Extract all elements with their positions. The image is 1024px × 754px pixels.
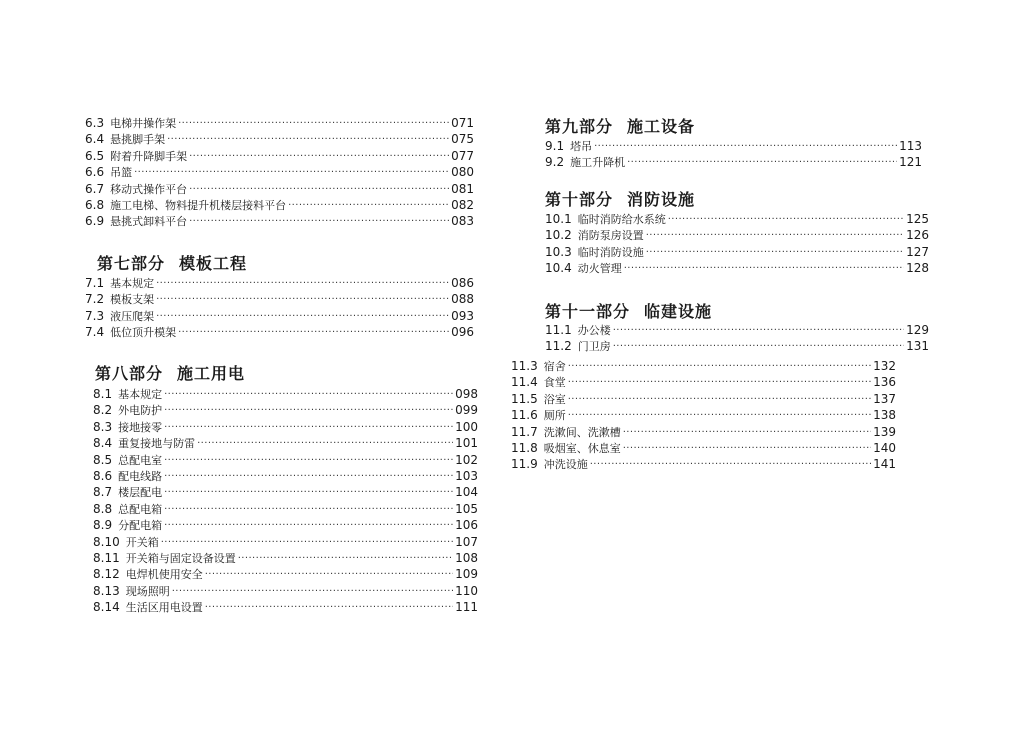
toc-entry[interactable]	[93, 419, 478, 435]
toc-entry[interactable]	[545, 227, 929, 243]
toc-entry-number: 6.7	[85, 181, 105, 196]
toc-entry-page-number: 129	[906, 323, 929, 337]
toc-entry[interactable]	[511, 407, 896, 423]
toc-entry[interactable]	[545, 138, 922, 154]
toc-entry[interactable]	[93, 534, 478, 550]
toc-entry-number: 8.2	[93, 403, 113, 418]
toc-entry[interactable]	[93, 452, 478, 468]
dot-leader	[164, 485, 453, 501]
dot-leader	[568, 408, 871, 424]
dot-leader	[178, 325, 449, 341]
toc-entry[interactable]	[511, 374, 896, 390]
toc-entry[interactable]	[85, 131, 474, 147]
toc-entry-page-number: 088	[451, 292, 474, 307]
dot-leader	[189, 149, 449, 165]
toc-entry[interactable]	[85, 213, 474, 229]
toc-entry-page-number: 098	[455, 387, 478, 401]
toc-entry-number: 7.4	[85, 325, 105, 340]
toc-entry-title: 总配电箱	[118, 502, 163, 516]
toc-entry-title: 电焊机使用安全	[125, 568, 203, 582]
toc-entry-page-number: 105	[455, 501, 478, 516]
dot-leader	[156, 292, 449, 308]
toc-entry-page-number: 110	[455, 583, 478, 598]
toc-entry[interactable]	[85, 197, 474, 213]
section-title-part-label: 第十一部分	[545, 302, 631, 321]
toc-entry-number: 8.7	[93, 485, 113, 500]
toc-entry-title: 临时消防设施	[577, 245, 644, 259]
toc-entry[interactable]	[93, 599, 478, 615]
toc-entry-number: 10.1	[545, 212, 572, 226]
section-title-part-label: 第七部分	[97, 254, 166, 273]
toc-entry-title: 开关箱与固定设备设置	[125, 551, 236, 565]
dot-leader	[189, 182, 449, 198]
toc-entry-page-number: 126	[906, 228, 929, 243]
section-title-part-11	[545, 302, 925, 322]
toc-part-11	[545, 302, 925, 322]
toc-entry[interactable]	[545, 338, 929, 354]
toc-entry-number: 8.3	[93, 419, 113, 434]
section-title-part-label: 第九部分	[545, 117, 614, 136]
toc-entry-number: 9.1	[545, 139, 565, 153]
toc-entry-number: 11.6	[511, 408, 538, 423]
toc-entry-title: 分配电箱	[118, 519, 163, 533]
toc-entry-number: 11.2	[545, 339, 572, 354]
toc-part-10-rows	[545, 211, 929, 277]
toc-entry-page-number: 102	[455, 452, 478, 467]
toc-entry[interactable]	[85, 291, 474, 307]
dot-leader	[613, 339, 904, 355]
dot-leader	[156, 309, 449, 325]
toc-part-9	[545, 117, 925, 137]
toc-entry-title: 门卫房	[577, 340, 611, 354]
dot-leader	[568, 375, 871, 391]
toc-entry-title: 厕所	[543, 409, 566, 423]
toc-entry[interactable]	[93, 386, 478, 402]
toc-part-8	[95, 364, 475, 384]
toc-entry-page-number: 128	[906, 261, 929, 276]
toc-entry-title: 楼层配电	[118, 486, 163, 500]
toc-part-7-rows	[85, 275, 474, 341]
toc-entry[interactable]	[93, 583, 478, 599]
toc-entry[interactable]	[85, 308, 474, 324]
toc-entry-number: 6.3	[85, 116, 105, 130]
toc-entry[interactable]	[545, 154, 922, 170]
toc-entry-number: 6.4	[85, 132, 105, 147]
toc-entry-page-number: 113	[899, 139, 922, 153]
toc-entry-number: 8.11	[93, 550, 120, 565]
toc-entry-title: 接地接零	[118, 420, 163, 434]
toc-entry-number: 6.5	[85, 148, 105, 163]
toc-entry-number: 8.9	[93, 518, 113, 533]
toc-entry-title: 移动式操作平台	[110, 182, 188, 196]
toc-entry[interactable]	[545, 260, 929, 276]
toc-entry-page-number: 136	[873, 375, 896, 390]
toc-entry[interactable]	[85, 148, 474, 164]
toc-entry[interactable]	[93, 435, 478, 451]
dot-leader	[167, 132, 449, 148]
toc-entry-page-number: 086	[451, 276, 474, 290]
dot-leader	[164, 502, 453, 518]
toc-entry-title: 悬挑脚手架	[110, 133, 166, 147]
section-title-part-name: 临建设施	[644, 302, 713, 321]
toc-entry-page-number: 140	[873, 440, 896, 455]
toc-entry-title: 开关箱	[125, 535, 159, 549]
toc-entry-page-number: 096	[451, 325, 474, 340]
toc-entry-number: 6.6	[85, 165, 105, 180]
toc-entry-page-number: 132	[873, 359, 896, 373]
section-title-part-label: 第十部分	[545, 190, 614, 209]
toc-entry[interactable]	[85, 181, 474, 197]
toc-entry[interactable]	[511, 358, 896, 374]
toc-entry-number: 8.8	[93, 501, 113, 516]
dot-leader	[624, 261, 904, 277]
dot-leader	[668, 212, 904, 228]
toc-entry[interactable]	[545, 322, 929, 338]
dot-leader	[134, 165, 449, 181]
toc-part-10	[545, 190, 925, 210]
toc-entry-title: 悬挑式卸料平台	[110, 215, 188, 229]
toc-entry-number: 6.9	[85, 214, 105, 229]
toc-entry[interactable]	[93, 517, 478, 533]
toc-entry-page-number: 103	[455, 468, 478, 483]
toc-entry-title: 食堂	[543, 376, 566, 390]
toc-entry[interactable]	[545, 244, 929, 260]
toc-entry-title: 基本规定	[110, 277, 155, 290]
toc-entry[interactable]	[93, 402, 478, 418]
dot-leader	[238, 551, 453, 567]
toc-entry-title: 低位顶升模架	[110, 326, 177, 340]
toc-entry-number: 8.1	[93, 387, 113, 401]
toc-entry-number: 10.4	[545, 261, 572, 276]
toc-entry-page-number: 121	[899, 155, 922, 170]
toc-entry-page-number: 137	[873, 391, 896, 406]
dot-leader	[646, 245, 904, 261]
toc-entry-number: 11.5	[511, 391, 538, 406]
toc-entry-page-number: 141	[873, 457, 896, 472]
toc-part-11-rows-b	[511, 358, 896, 473]
toc-entry[interactable]	[511, 440, 896, 456]
toc-entry-number: 11.3	[511, 359, 538, 373]
toc-entry-title: 施工升降机	[570, 156, 626, 170]
toc-entry-number: 7.3	[85, 308, 105, 323]
section-title-part-8	[95, 364, 475, 384]
toc-part-8-rows	[93, 386, 478, 615]
toc-entry-page-number: 138	[873, 408, 896, 423]
toc-entry-page-number: 071	[451, 116, 474, 130]
toc-entry-title: 办公楼	[577, 324, 611, 337]
toc-entry-number: 11.9	[511, 457, 538, 472]
toc-entry-number: 7.2	[85, 292, 105, 307]
dot-leader	[623, 441, 871, 457]
section-title-part-9	[545, 117, 925, 137]
toc-entry-title: 外电防护	[118, 404, 163, 418]
toc-entry-page-number: 080	[451, 165, 474, 180]
toc-part-7	[97, 254, 477, 274]
toc-entry-title: 塔吊	[570, 140, 593, 153]
toc-entry-page-number: 083	[451, 214, 474, 229]
toc-entry[interactable]	[93, 484, 478, 500]
toc-entry-title: 液压爬架	[110, 309, 155, 323]
dot-leader	[164, 518, 453, 534]
toc-entry[interactable]	[93, 468, 478, 484]
dot-leader	[646, 228, 904, 244]
toc-entry-number: 8.4	[93, 436, 113, 451]
toc-entry[interactable]	[85, 164, 474, 180]
toc-entry-title: 配电线路	[118, 469, 163, 483]
section-title-part-name: 模板工程	[179, 254, 248, 273]
dot-leader	[205, 600, 453, 616]
dot-leader	[197, 436, 453, 452]
section-title-part-label: 第八部分	[95, 364, 164, 383]
toc-part-11-rows-a	[545, 322, 929, 355]
toc-entry[interactable]	[93, 550, 478, 566]
toc-entry-title: 模板支架	[110, 293, 155, 307]
toc-entry-page-number: 101	[455, 436, 478, 451]
toc-entry-number: 8.6	[93, 468, 113, 483]
toc-entry-title: 冲洗设施	[543, 458, 588, 472]
toc-entry-title: 动火管理	[577, 262, 622, 276]
toc-entry-page-number: 081	[451, 181, 474, 196]
toc-entry[interactable]	[93, 501, 478, 517]
dot-leader	[613, 323, 904, 339]
dot-leader	[156, 276, 449, 292]
toc-entry[interactable]	[93, 566, 478, 582]
toc-entry-number: 11.1	[545, 323, 572, 337]
toc-entry-number: 11.8	[511, 440, 538, 455]
toc-entry-page-number: 125	[906, 212, 929, 226]
toc-entry-title: 施工电梯、物料提升机楼层接料平台	[110, 198, 287, 212]
dot-leader	[161, 535, 453, 551]
toc-entry-page-number: 106	[455, 518, 478, 533]
dot-leader	[164, 453, 453, 469]
toc-entry[interactable]	[85, 115, 474, 131]
toc-entry-title: 生活区用电设置	[125, 601, 203, 615]
toc-section-6-rows	[85, 115, 474, 230]
dot-leader	[164, 387, 453, 403]
toc-entry[interactable]	[511, 424, 896, 440]
toc-entry-title: 附着升降脚手架	[110, 149, 188, 163]
dot-leader	[178, 116, 449, 132]
toc-entry-number: 8.14	[93, 600, 120, 615]
toc-entry-title: 电梯井操作架	[110, 117, 177, 130]
toc-entry-page-number: 107	[455, 534, 478, 549]
toc-entry-page-number: 082	[451, 197, 474, 212]
toc-entry-title: 临时消防给水系统	[577, 213, 666, 226]
toc-entry-title: 现场照明	[125, 584, 170, 598]
section-title-part-name: 施工设备	[627, 117, 696, 136]
toc-entry-number: 7.1	[85, 276, 105, 290]
toc-entry-number: 10.2	[545, 228, 572, 243]
dot-leader	[189, 214, 449, 230]
toc-entry-title: 基本规定	[118, 388, 163, 401]
toc-entry-title: 重复接地与防雷	[118, 437, 196, 451]
toc-entry-number: 11.4	[511, 375, 538, 390]
toc-entry-title: 宿舍	[543, 360, 566, 373]
toc-entry-page-number: 104	[455, 485, 478, 500]
toc-entry-number: 8.12	[93, 567, 120, 582]
toc-entry-page-number: 127	[906, 244, 929, 259]
dot-leader	[288, 198, 449, 214]
toc-entry[interactable]	[85, 275, 474, 291]
toc-entry-number: 8.10	[93, 534, 120, 549]
dot-leader	[164, 420, 453, 436]
toc-entry-page-number: 099	[455, 403, 478, 418]
dot-leader	[568, 392, 871, 408]
toc-entry-page-number: 108	[455, 550, 478, 565]
dot-leader	[164, 403, 453, 419]
dot-leader	[172, 584, 453, 600]
section-title-part-name: 施工用电	[177, 364, 246, 383]
toc-entry-page-number: 075	[451, 132, 474, 147]
toc-entry[interactable]	[545, 211, 929, 227]
dot-leader	[164, 469, 453, 485]
toc-entry-number: 8.5	[93, 452, 113, 467]
toc-part-9-rows	[545, 138, 922, 171]
dot-leader	[594, 139, 897, 155]
toc-entry-title: 浴室	[543, 392, 566, 406]
dot-leader	[623, 425, 871, 441]
section-title-part-10	[545, 190, 925, 210]
toc-entry-page-number: 077	[451, 148, 474, 163]
toc-entry-title: 吊篮	[110, 166, 133, 180]
toc-entry-page-number: 093	[451, 308, 474, 323]
toc-entry[interactable]	[85, 324, 474, 340]
dot-leader	[568, 359, 871, 375]
dot-leader	[590, 457, 871, 473]
section-title-part-name: 消防设施	[627, 190, 696, 209]
toc-entry-number: 8.13	[93, 583, 120, 598]
toc-entry-number: 10.3	[545, 244, 572, 259]
toc-entry-title: 消防泵房设置	[577, 229, 644, 243]
toc-entry[interactable]	[511, 391, 896, 407]
toc-entry[interactable]	[511, 456, 896, 472]
toc-entry-number: 9.2	[545, 155, 565, 170]
toc-entry-page-number: 111	[455, 600, 478, 615]
section-title-part-7	[97, 254, 477, 274]
toc-entry-title: 总配电室	[118, 453, 163, 467]
dot-leader	[205, 567, 453, 583]
toc-entry-number: 11.7	[511, 424, 538, 439]
toc-entry-page-number: 109	[455, 567, 478, 582]
toc-entry-page-number: 100	[455, 419, 478, 434]
toc-entry-title: 洗漱间、洗漱槽	[543, 425, 621, 439]
dot-leader	[627, 155, 897, 171]
toc-entry-page-number: 139	[873, 424, 896, 439]
toc-entry-title: 吸烟室、休息室	[543, 441, 621, 455]
toc-entry-number: 6.8	[85, 197, 105, 212]
toc-entry-page-number: 131	[906, 339, 929, 354]
